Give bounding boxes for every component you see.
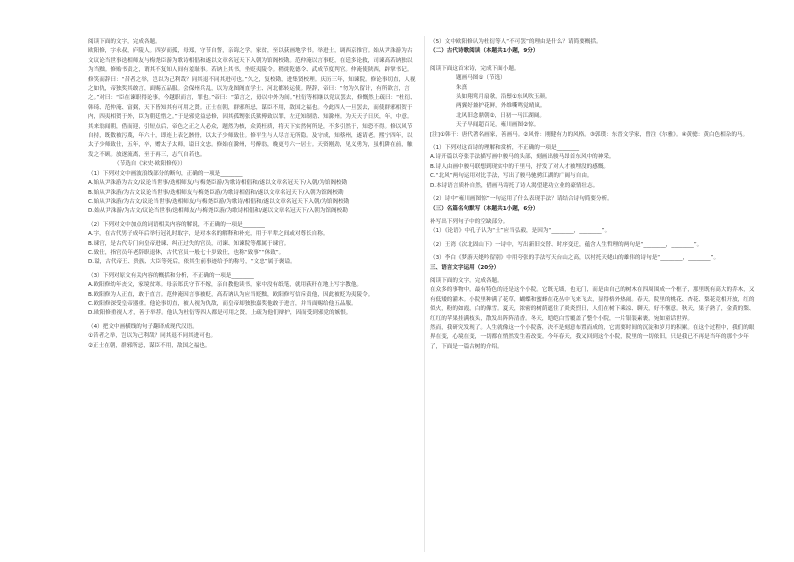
text-line: C.欧阳修深受皇帝器重。他论事切直，被人视为仇敌，而皇帝却独独嘉奖他敢于进言，并当面赐给他五品服。	[88, 300, 357, 307]
text-line: （节选自《宋史·欧阳修传》）	[114, 161, 186, 168]
text-line: 阅读下面的文字，完成各题。	[430, 277, 503, 284]
section-heading: （二）古代诗歌阅读（本题共1小题，9分）	[430, 48, 539, 55]
text-line: C.“北风”两句运用对比手法，写出了骏马驰骋江湖的广阔与自由。	[430, 173, 593, 180]
text-line: （4）把文中画横线的句子翻译成现代汉语。	[88, 323, 198, 330]
text-line: D.谥，古代帝王、贵族、大臣等死后，依其生前事迹给予的称号，“文忠”属于褒谥。	[88, 259, 296, 266]
text-line: （1）下列对这首诗的理解和赏析，不正确的一项是________	[430, 145, 579, 152]
right-column	[430, 38, 760, 556]
text-line: 头如翔鸾月扇欹，沿鬃①东风吹玉颜。	[456, 94, 551, 101]
text-line: 天子早闻超百足，雍川画图②惊。	[456, 122, 540, 129]
text-line: B.诗人由画中骏马联想到现实中的千里马，抒发了对人才被埋没的感慨。	[430, 163, 610, 170]
text-line: A.始从尹洙游为古文/议论当世事/迭相师友/与梅尧臣游/为歌诗相倡和/遂以文章名冠天下/入朝/为馆阁校勘	[88, 180, 348, 187]
text-line: 补写出下列句子中的空缺部分。	[430, 218, 509, 225]
text-line: （2）下列对文中加点的词语相关内容的解说，不正确的一项是________	[88, 221, 265, 228]
section-heading: （三）名篇名句默写（本题共1小题，6分）	[430, 205, 539, 212]
text-line: （2）王湾《次北固山下》一诗中，写出新旧交替、时序变迁，蕴含人生哲理的两句是“________，________”。	[430, 241, 703, 248]
text-line: A.字，在古代男子成年后举行冠礼时取字，是对本名的解释和补充，用于平辈之间或对尊长自称。	[88, 231, 329, 238]
text-line: （3）下列对原文有关内容的概括和分析，不正确的一项是________	[88, 272, 254, 279]
text-line: 两翼好兼护花鲜，外维嘶鸣觉晴岚。	[456, 103, 546, 110]
left-column	[88, 38, 418, 556]
text-line: C.致仕，指官员年老辞职退休，古代官员一般七十岁致仕，也称“致事”“休致”。	[88, 249, 285, 256]
text-line: ②正士在朝，群邪所忌，谋臣不用，敌国之福也。	[88, 342, 211, 349]
text-line: B.谏官，是古代专门向皇帝进谏、纠正过失的官员，司谏、知谏院等都属于谏官。	[88, 240, 290, 247]
text-line: 阅读下面的文字，完成各题。	[88, 39, 161, 45]
text-line: （1）《论语》中孔子认为“士”应当弘毅，是因为“________，________”。	[430, 228, 611, 235]
text-line: （2）诗中“雍川画图惊”一句运用了什么表现手法？请结合诗句简要分析。	[430, 196, 613, 203]
text-line: 题画马图①（节选）	[456, 75, 506, 82]
text-line: 阅读下面这首宋诗，完成下面小题。	[430, 65, 520, 72]
text-line: 北风旧念鼎朝②，日初一马江湖阔。	[456, 112, 545, 119]
text-line: A.欧阳修幼年丧父，家境贫寒。母亲郑氏守节不嫁，亲自教他读书，家中没有纸笔，就用荻秆在地上写字教他。	[88, 282, 363, 289]
column-divider	[424, 36, 425, 552]
text-line: ①昔者之举，岂以为己利哉？同其退不同其进可也。	[88, 333, 217, 340]
text-line: 朱熹	[456, 84, 468, 91]
text-line: D.始从尹洙游/为古文/议论当世事/迭相师友/与梅尧臣游/为歌诗相倡和/遂以文章名冠天下/入朝为馆阁校勘	[88, 208, 348, 215]
text-line: 在众多的事物中，最有特色的还是这个小院。它既无墙，也无门，而是由自己的树木在四周围成一个框子，那里既有高大的乔木，又有低矮的灌木。小院里种满了花草，蝴蝶和蜜蜂在花丛中飞来飞去，显得格外热闹。春天，院里的桃花、杏花、梨花竞相开放，红的似火，粉的如霞，白的像雪。夏天，浓密的树荫遮住了炎炎烈日，人们在树下乘凉、聊天，好不惬意。秋天，果子熟了，金黄的梨、红红的苹果挂满枝头，散发出阵阵清香。冬天，皑皑白雪覆盖了整个小院，一片银装素裹，宛如童话世界。	[430, 287, 755, 322]
text-line: 然而，我研究发现了。人生就像这一个小院落，决不是刻意布置而成的，它需要时间的沉淀和岁月的积累。在这个过程中，我们的眼界在变，心境在变，一切都在悄然发生着改变。今年春天，我又回到这个小院，院里的一切依旧，只是我已不再是当年的那个少年了，下面是一篇古树的介绍。	[430, 324, 755, 350]
text-line: 欧阳修，字永叔，庐陵人。四岁而孤，母郑，守节自誓，亲诲之学。家贫，至以荻画地学书。举进士，调西京推官。始从尹洙游为古文议论当世事迭相师友与梅尧臣游为歌诗相倡和遂以文章名冠天下入朝为馆阁校勘。范仲淹以言事贬，在廷多论救，司谏高若讷独以为当黜。修贻书责之，谓其不复知人间有羞耻事。若讷上其书，坐贬夷陵令。稍徙乾德令、武成节度判官。仲淹使陕西，辟掌书记。修笑而辞曰：“昔者之举，岂以为己利哉？同其退不同其进可也。”久之，复校勘，进集贤校理。庆历三年，知谏院。修论事切直，人视之如仇，帝独奖其敢言，面赐五品服。会保州兵乱，以为龙图阁直学士、河北都转运使。陛辞，帝曰：“勿为久留计，有所欲言，言之。”对曰：“臣在谏职得论事，今越职而言，罪也。”帝曰：“第言之，毋以中外为间。”杜衍等相继以党议罢去，修慨然上疏曰：“杜衍、韩琦、范仲淹、富弼，天下皆知其有可用之贤。正士在朝，群邪所忌，谋臣不用，敌国之福也。今此四人一旦罢去，而使群邪相贺于内，四夷相贺于外，臣为朝廷惜之。”于是邪党益忌修，因其孤甥张氏狱傅致以罪，左迁知制诰、知滁州。为天天子日厌，年，中意。其来翁闻朝，借而迎，引短点后，帝色之正之人必众，题然为核，众黄枉质，将天下实然何所是，不多引然于，知恐不得。修以风节自持，既数被污蔑，年六十，即连上表乞骸骨，以太子少师致仕。修平生与人尽言无所隐。及守成，知蔡州，遂请老。熙宁四年，以太子少师致仕，五年，卒，赠太子太师，谥曰文忠。修始在滁州，号醉翁，晚更号六一居士。天资刚劲，见义勇为，虽机阱在前，触发之不顾。放逐流离，至于再三，志气自若也。	[88, 48, 416, 158]
text-line: A.诗开篇以夸张手法描写画中骏马的头部，刻画出骏马昂首东风中的神采。	[430, 154, 615, 161]
text-line: D.欧阳修重视人才，善于举荐。他认为杜衍等四人都是可用之贤，上疏为他们辩护，因而受到邪党的嫉恨。	[88, 310, 352, 317]
text-line: D.本诗语言质朴自然，借画马寄托了诗人渴望建功立业的豪情壮志。	[430, 182, 599, 189]
paragraph-spacer	[430, 57, 760, 65]
text-line: （3）李白《梦游天姥吟留别》中用夸张的手法写天台山之高，以衬托天姥山的雄伟的诗句是“________，________”。	[430, 255, 720, 262]
text-line: C.始从尹洙游/为古文/议论当世事/迭相师友/与梅尧臣游/为歌诗/相倡和/遂以文章名冠天下入朝/为馆阁校勘	[88, 198, 350, 205]
section-heading: 三、语言文字运用（20分）	[430, 264, 500, 271]
text-line: [注]①韩干：唐代著名画家，善画马。②风骨：刚健有力的风格。③郭璞：东晋文学家，曾注《尔雅》。④黄骢：黄白色相杂的马。	[430, 131, 749, 138]
text-line: B.始从尹洙游/为古文议论当世事/迭相师友与梅尧臣游/为歌诗相倡和/遂以文章名冠天下/入朝为馆阁校勘	[88, 189, 344, 196]
text-line: （5）文中欧阳修认为杜衍等人“不可罢”的理由是什么？请简要概括。	[430, 39, 602, 45]
text-line: （1）下列对文中画波浪线部分的断句，正确的一项是________	[88, 170, 243, 177]
text-line: B.欧阳修为人正直，敢于直言。范仲淹因言事被贬，高若讷认为应当贬黜，欧阳修写信斥责他，因此被贬为夷陵令。	[88, 291, 374, 298]
